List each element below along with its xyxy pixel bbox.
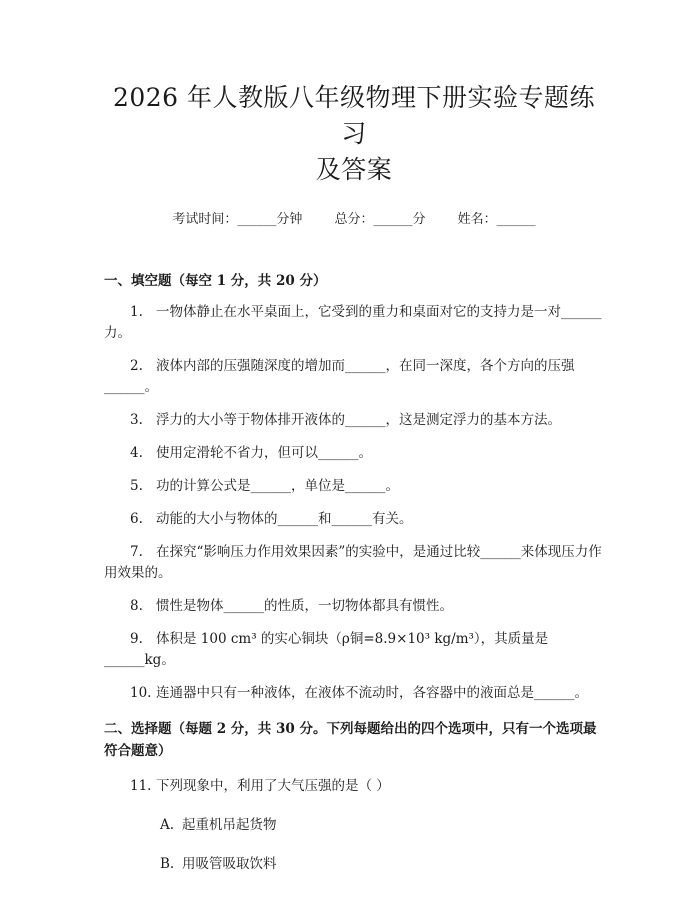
question-3 bbox=[104, 410, 604, 431]
exam-title bbox=[104, 0, 604, 188]
question-2 bbox=[104, 356, 604, 398]
question-number: 2. bbox=[130, 358, 143, 374]
section-fill-blank-heading: 一、填空题（每空 1 分，共 20 分） bbox=[104, 273, 327, 289]
multiple-choice-question-list bbox=[104, 776, 604, 875]
question-text: 惯性是物体______的性质，一切物体都具有惯性。 bbox=[156, 598, 453, 614]
exam-title-line1: 2026 年人教版八年级物理下册实验专题练习 bbox=[112, 83, 596, 148]
option-a bbox=[160, 815, 604, 836]
option-label: A. bbox=[160, 817, 175, 833]
question-text: 一物体静止在水平桌面上，它受到的重力和桌面对它的支持力是一对______力。 bbox=[104, 304, 602, 341]
question-text: 功的计算公式是______，单位是______。 bbox=[156, 478, 399, 494]
question-text: 在探究“影响压力作用效果因素”的实验中，是通过比较______来体现压力作用效果的。 bbox=[104, 544, 602, 581]
question-text: 连通器中只有一种液体，在液体不流动时，各容器中的液面总是______。 bbox=[156, 685, 588, 701]
fill-blank-question-list bbox=[104, 302, 604, 704]
question-5 bbox=[104, 476, 604, 497]
question-text: 下列现象中，利用了大气压强的是（ ） bbox=[156, 778, 390, 794]
question-number: 9. bbox=[130, 631, 143, 647]
question-text: 使用定滑轮不省力，但可以______。 bbox=[156, 445, 372, 461]
exam-time-field: 考试时间：______分钟 bbox=[172, 212, 303, 227]
question-number: 7. bbox=[130, 544, 143, 560]
option-label: B. bbox=[160, 856, 175, 872]
question-number: 6. bbox=[130, 511, 143, 527]
question-number: 3. bbox=[130, 412, 143, 428]
section-multiple-choice-heading: 二、选择题（每题 2 分，共 30 分。下列每题给出的四个选项中，只有一个选项最符合题意） bbox=[104, 721, 597, 759]
option-text: 用吸管吸取饮料 bbox=[182, 856, 277, 872]
question-text: 浮力的大小等于物体排开液体的______，这是测定浮力的基本方法。 bbox=[156, 412, 561, 428]
question-9 bbox=[104, 629, 604, 671]
question-7 bbox=[104, 542, 604, 584]
question-number: 1. bbox=[130, 304, 143, 320]
exam-meta bbox=[104, 210, 604, 230]
question-10 bbox=[104, 683, 604, 704]
question-number: 5. bbox=[130, 478, 143, 494]
question-number: 4. bbox=[130, 445, 143, 461]
option-text: 起重机吊起货物 bbox=[182, 817, 277, 833]
question-1 bbox=[104, 302, 604, 344]
question-number: 11. bbox=[130, 778, 152, 794]
student-name-field: 姓名：______ bbox=[457, 212, 536, 227]
question-11 bbox=[104, 776, 604, 797]
question-6 bbox=[104, 509, 604, 530]
question-text: 液体内部的压强随深度的增加而______，在同一深度，各个方向的压强______。 bbox=[104, 358, 575, 395]
question-8 bbox=[104, 596, 604, 617]
exam-title-line2: 及答案 bbox=[315, 155, 393, 184]
question-4 bbox=[104, 443, 604, 464]
question-number: 10. bbox=[130, 685, 152, 701]
question-number: 8. bbox=[130, 598, 143, 614]
question-text: 动能的大小与物体的______和______有关。 bbox=[156, 511, 413, 527]
option-b bbox=[160, 854, 604, 875]
question-text: 体积是 100 cm³ 的实心铜块（ρ铜=8.9×10³ kg/m³），其质量是______kg。 bbox=[104, 631, 549, 668]
total-score-field: 总分：______分 bbox=[334, 212, 426, 227]
